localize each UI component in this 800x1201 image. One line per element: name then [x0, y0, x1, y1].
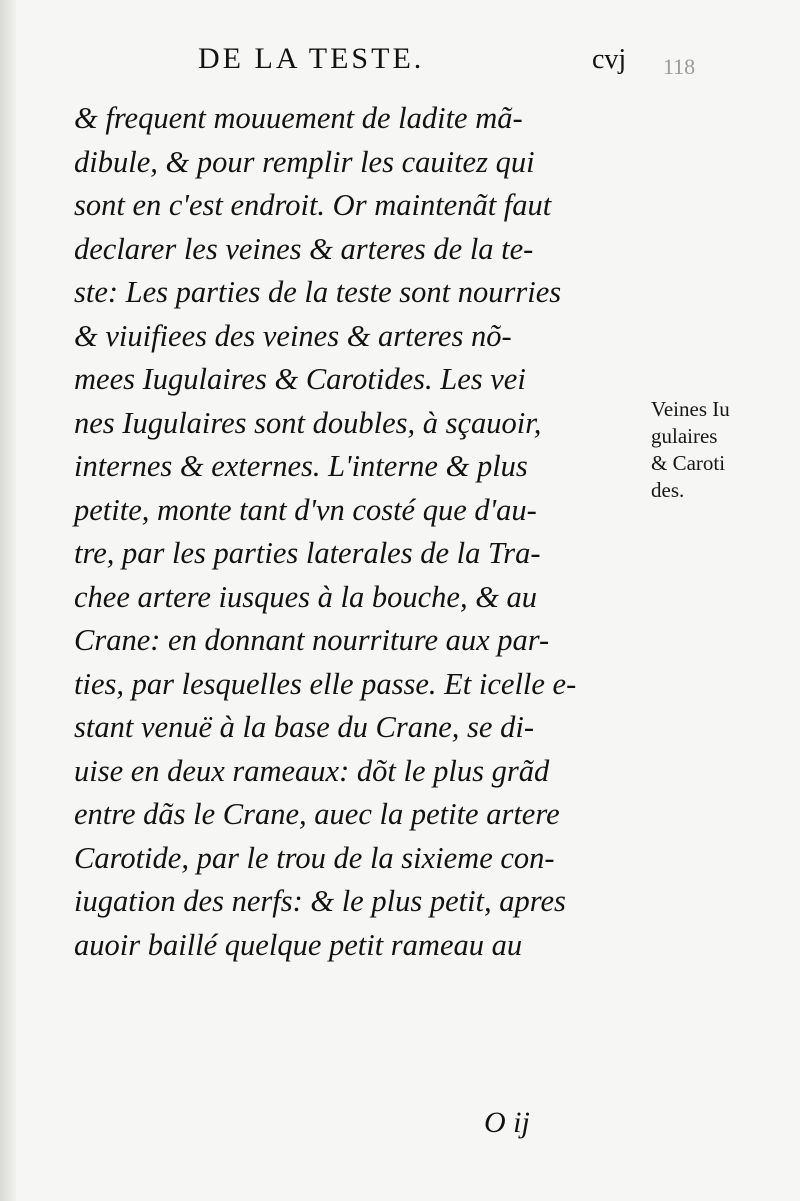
- folio-number: cvj: [592, 44, 627, 75]
- text-line: ties, par lesquelles elle passe. Et icelle e-: [74, 666, 577, 701]
- marginal-note-line: & Caroti: [651, 451, 726, 475]
- text-line: Carotide, par le trou de la sixieme con-: [74, 840, 555, 875]
- text-line: mees Iugulaires & Carotides. Les vei: [74, 362, 526, 396]
- marginal-note: [651, 396, 796, 504]
- text-line: declarer les veines & arteres de la te-: [74, 231, 534, 266]
- text-line: & frequent mouuement de ladite mã-: [74, 101, 523, 135]
- marginal-note-line: gulaires: [651, 424, 718, 448]
- text-line: auoir baillé quelque petit rameau au: [74, 927, 523, 962]
- text-line: nes Iugulaires sont doubles, à sçauoir,: [74, 405, 542, 440]
- text-line: & viuifiees des veines & arteres nõ-: [74, 318, 512, 353]
- marginal-note-line: Veines Iu: [651, 397, 730, 421]
- text-line: internes & externes. L'interne & plus: [74, 449, 528, 483]
- main-text-block: [74, 97, 654, 967]
- running-title: DE LA TESTE.: [198, 42, 425, 75]
- page-header: [0, 42, 800, 82]
- page-gutter-shadow: [0, 0, 16, 1201]
- text-line: stant venuë à la base du Crane, se di-: [74, 710, 534, 744]
- text-line: iugation des nerfs: & le plus petit, apres: [74, 884, 566, 918]
- text-line: petite, monte tant d'vn costé que d'au-: [74, 492, 537, 527]
- text-line: uise en deux rameaux: dõt le plus grãd: [74, 753, 550, 788]
- text-line: sont en c'est endroit. Or maintenãt faut: [74, 188, 552, 222]
- text-line: Crane: en donnant nourriture aux par-: [74, 623, 550, 657]
- text-line: ste: Les parties de la teste sont nourries: [74, 275, 562, 309]
- text-line: entre dãs le Crane, auec la petite artere: [74, 797, 560, 831]
- text-line: chee artere iusques à la bouche, & au: [74, 579, 538, 614]
- text-line: dibule, & pour remplir les cauitez qui: [74, 144, 535, 179]
- manuscript-folio-number: 118: [663, 54, 696, 79]
- text-line: tre, par les parties laterales de la Tra-: [74, 536, 541, 570]
- marginal-note-line: des.: [651, 478, 685, 502]
- signature-mark: O ij: [484, 1106, 530, 1139]
